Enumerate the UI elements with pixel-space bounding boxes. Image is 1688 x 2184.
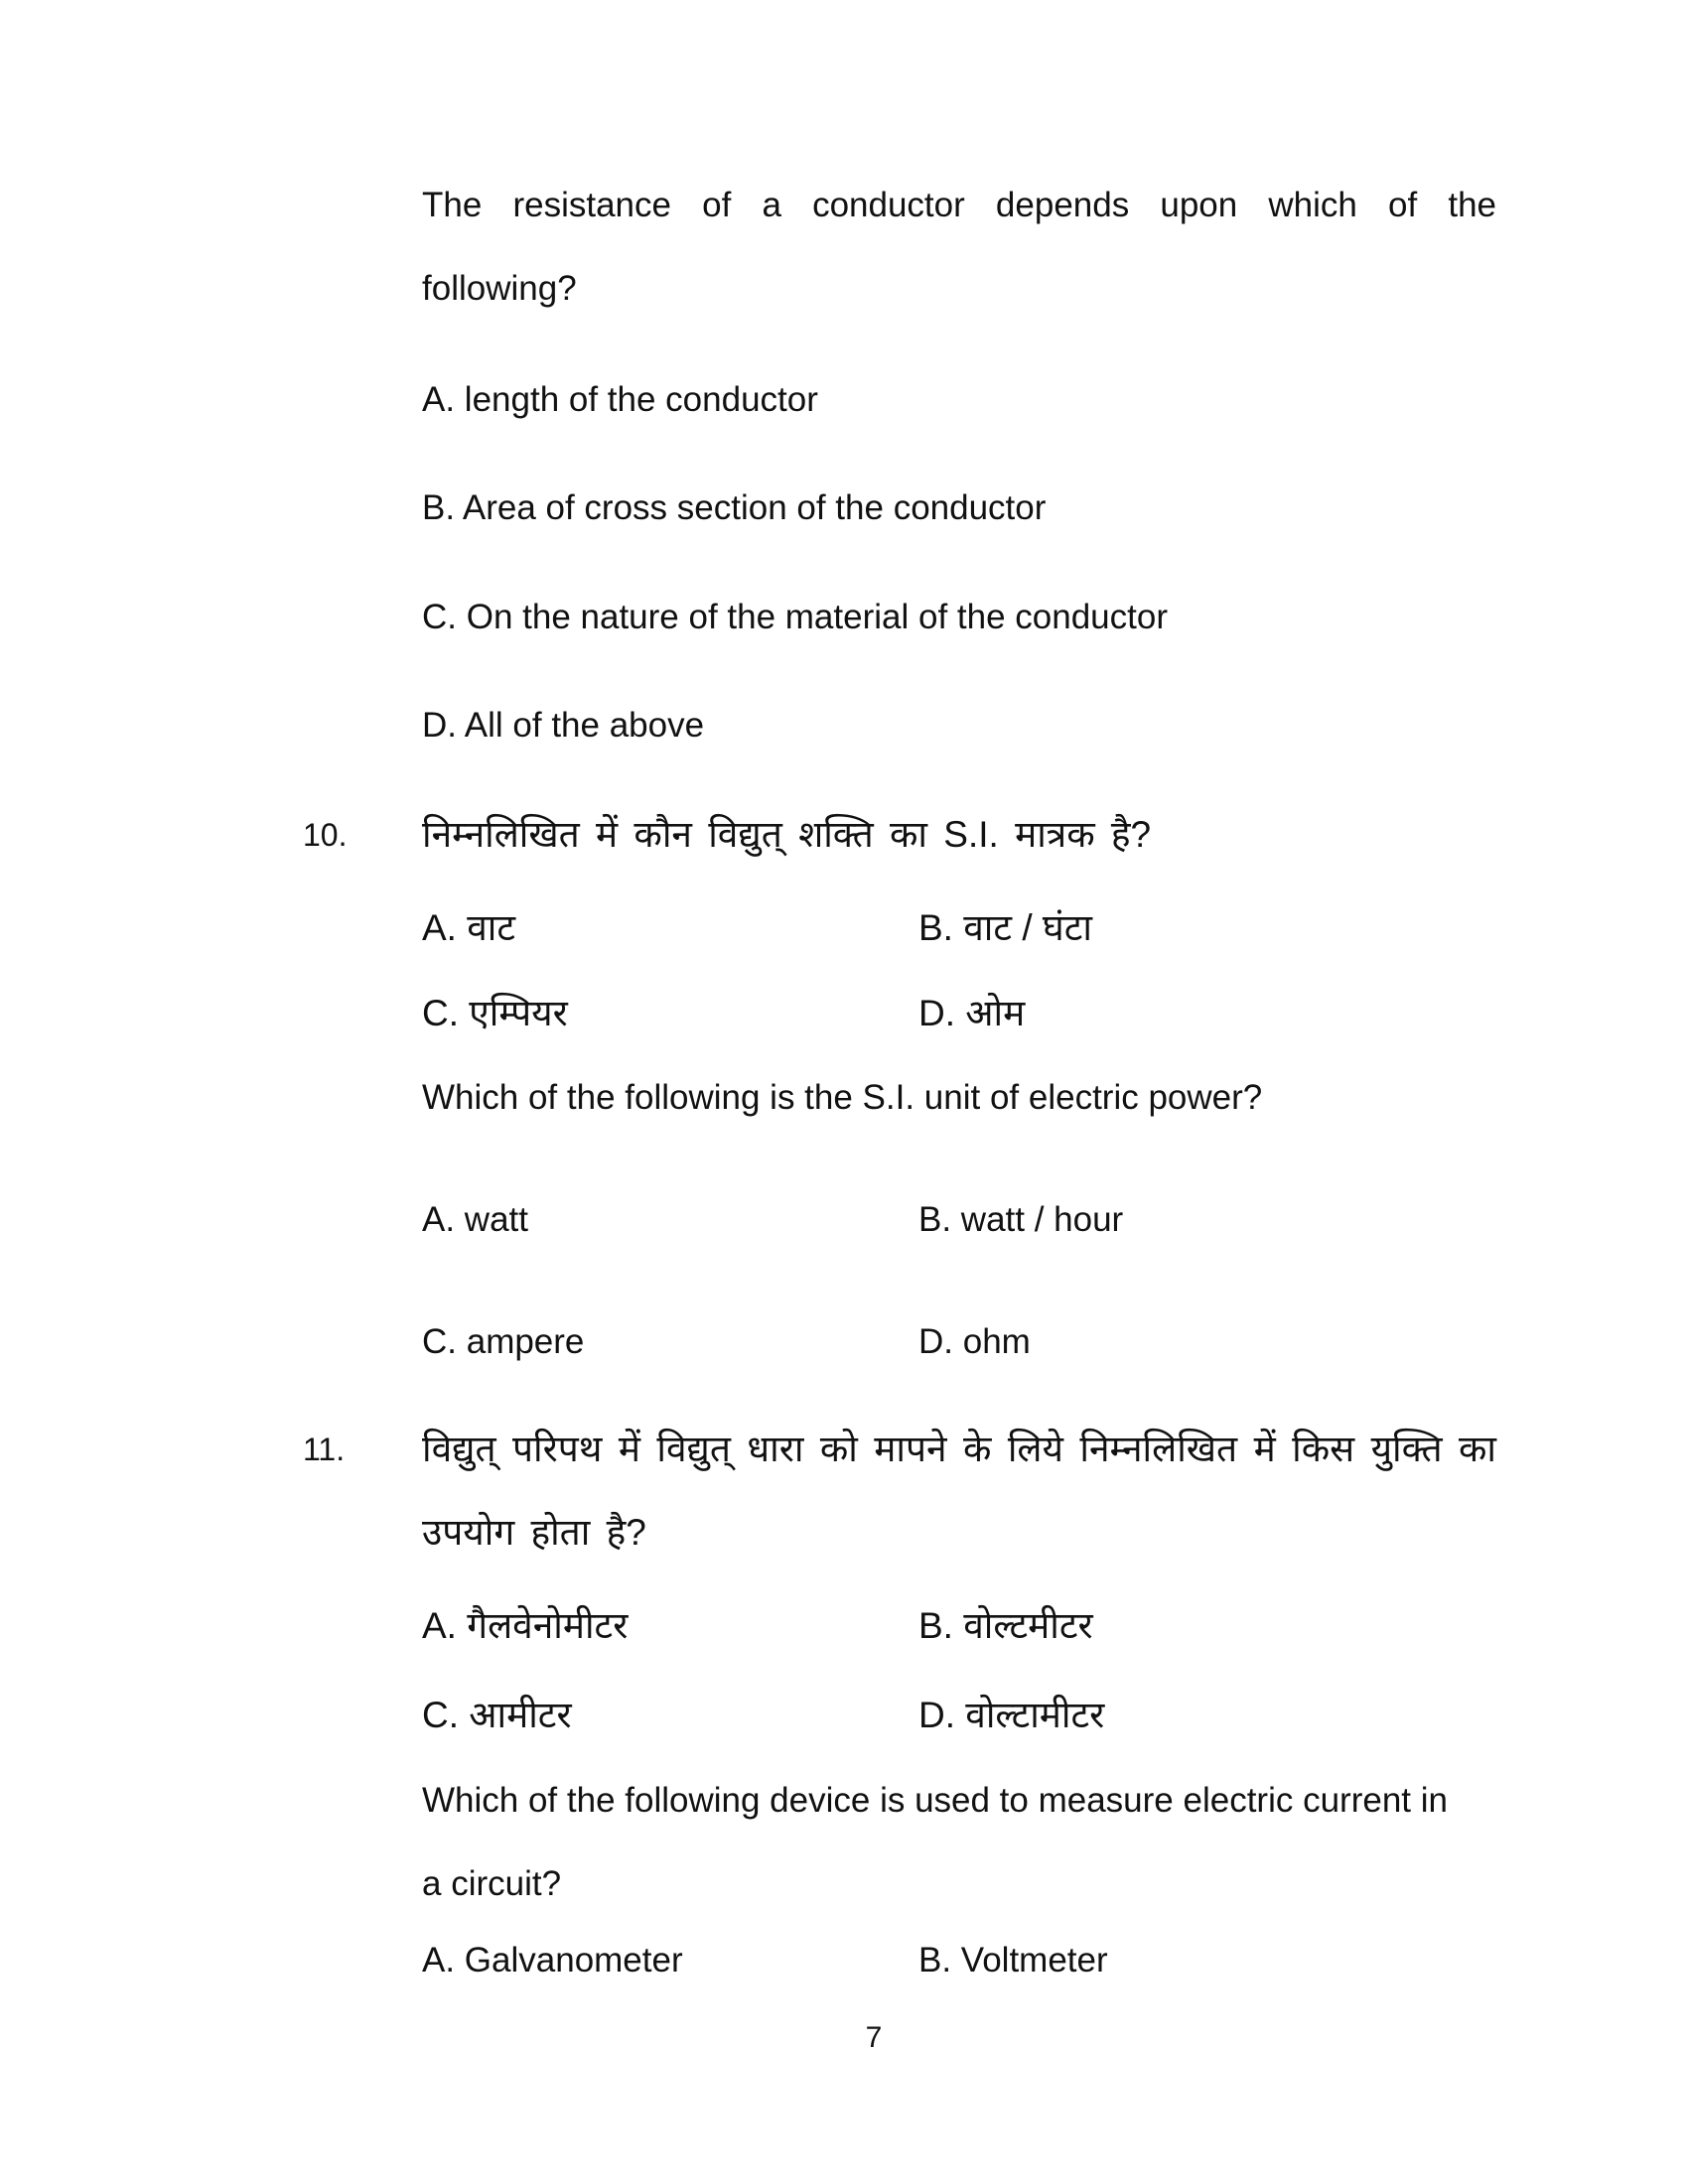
question-11-hindi-options-row2	[422, 1688, 1496, 1743]
question-11-english-line2: a circuit?	[422, 1864, 562, 1903]
question-11-number: 11.	[303, 1432, 346, 1467]
question-10-english-option-b: B. watt / hour	[918, 1200, 1124, 1239]
question-11-hindi-option-d: D. वोल्टामीटर	[918, 1695, 1105, 1735]
question-10-english-text: Which of the following is the S.I. unit of electric power?	[422, 1078, 1263, 1117]
question-9-option-d: D. All of the above	[422, 706, 705, 745]
question-11-hindi-line1: विद्युत् परिपथ में विद्युत् धारा को मापने के लिये निम्नलिखित में किस युक्ति का	[422, 1429, 1496, 1469]
question-9-option-b: B. Area of cross section of the conductor	[422, 488, 1047, 527]
question-10-english-options-row1	[422, 1198, 1496, 1242]
page-number: 7	[865, 2021, 883, 2054]
question-10-number: 10.	[303, 817, 348, 853]
question-10-hindi-option-b: B. वाट / घंटा	[918, 907, 1092, 948]
question-10-hindi-options-row2	[422, 986, 1496, 1041]
question-11-english-line1: Which of the following device is used to measure electric current in	[422, 1781, 1448, 1820]
question-10-english-option-c: C. ampere	[422, 1322, 585, 1361]
question-9-option-a: A. length of the conductor	[422, 380, 818, 419]
question-10-hindi-options-row1	[422, 900, 1496, 956]
question-10-hindi-option-a: A. वाट	[422, 907, 516, 948]
question-9-english-line1: The resistance of a conductor depends upon which of the	[422, 186, 1496, 224]
question-10-hindi-option-c: C. एम्पियर	[422, 993, 568, 1033]
question-9-english-line2: following?	[422, 269, 577, 308]
question-11-hindi-line2: उपयोग होता है?	[422, 1512, 646, 1553]
question-10-english-option-d: D. ohm	[918, 1322, 1031, 1361]
question-11-hindi-options-row1	[422, 1598, 1496, 1654]
question-10-hindi-text: निम्नलिखित में कौन विद्युत् शक्ति का S.I. मात्रक है?	[422, 814, 1152, 855]
question-11-hindi-option-b: B. वोल्टमीटर	[918, 1605, 1093, 1646]
question-11-hindi-option-c: C. आमीटर	[422, 1695, 572, 1735]
question-10-english-options-row2	[422, 1320, 1496, 1364]
question-11-english-option-a: A. Galvanometer	[422, 1941, 683, 1979]
question-10-english-option-a: A. watt	[422, 1200, 528, 1239]
question-11-english-option-b: B. Voltmeter	[918, 1941, 1108, 1979]
question-10-hindi-option-d: D. ओम	[918, 993, 1026, 1033]
question-11-english-options-row1	[422, 1939, 1496, 1982]
question-9-option-c: C. On the nature of the material of the conductor	[422, 598, 1168, 636]
question-11-hindi-option-a: A. गैलवेनोमीटर	[422, 1605, 629, 1646]
